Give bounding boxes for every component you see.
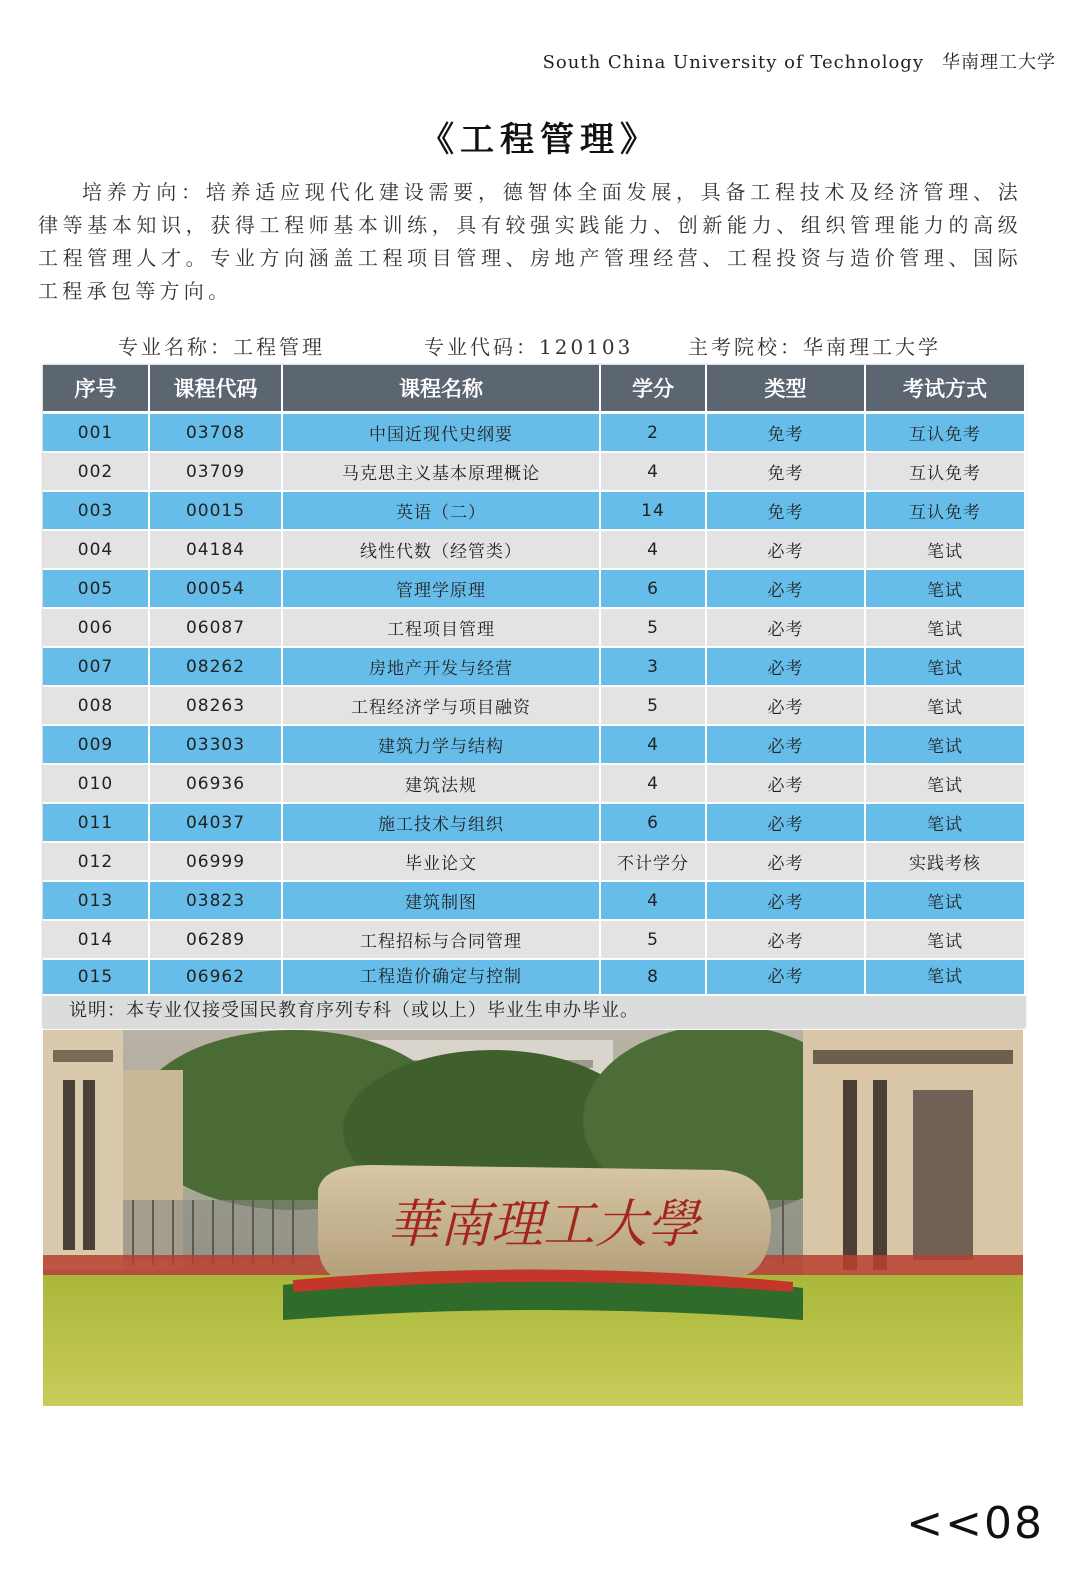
course-table: [43, 365, 1026, 996]
cell-code: 06962: [149, 959, 282, 995]
table-row: [43, 842, 1025, 881]
cell-credit: 4: [600, 530, 706, 569]
cell-name: 建筑法规: [282, 764, 600, 803]
cell-name: 工程项目管理: [282, 608, 600, 647]
cell-exam: 笔试: [865, 569, 1025, 608]
table-row: [43, 452, 1025, 491]
cell-seq: 004: [43, 530, 149, 569]
cell-name: 工程造价确定与控制: [282, 959, 600, 995]
table-row: [43, 725, 1025, 764]
cell-code: 06936: [149, 764, 282, 803]
cell-credit: 14: [600, 491, 706, 530]
col-header-exam: 考试方式: [865, 365, 1025, 413]
cell-credit: 6: [600, 803, 706, 842]
cell-credit: 8: [600, 959, 706, 995]
cell-credit: 4: [600, 881, 706, 920]
table-row: [43, 647, 1025, 686]
col-header-code: 课程代码: [149, 365, 282, 413]
page-title: 《工程管理》: [420, 120, 660, 160]
stone-inscription: 華南理工大學: [386, 1195, 700, 1255]
cell-seq: 007: [43, 647, 149, 686]
cell-exam: 笔试: [865, 803, 1025, 842]
table-row: [43, 764, 1025, 803]
cell-seq: 013: [43, 881, 149, 920]
table-row: [43, 686, 1025, 725]
cell-credit: 6: [600, 569, 706, 608]
cell-type: 必考: [706, 803, 865, 842]
table-row: [43, 413, 1025, 453]
cell-name: 毕业论文: [282, 842, 600, 881]
cell-seq: 009: [43, 725, 149, 764]
cell-code: 04184: [149, 530, 282, 569]
campus-gate-image: [43, 1030, 1023, 1406]
table-row: [43, 569, 1025, 608]
table-note: 说明：本专业仅接受国民教育序列专科（或以上）毕业生申办毕业。: [69, 1000, 639, 1021]
host-school-label: 主考院校：: [688, 335, 803, 359]
cell-type: 必考: [706, 647, 865, 686]
cell-name: 中国近现代史纲要: [282, 413, 600, 453]
cell-seq: 008: [43, 686, 149, 725]
cell-exam: 笔试: [865, 764, 1025, 803]
cell-type: 免考: [706, 413, 865, 453]
cell-code: 03709: [149, 452, 282, 491]
cell-seq: 001: [43, 413, 149, 453]
cell-exam: 笔试: [865, 647, 1025, 686]
cell-seq: 005: [43, 569, 149, 608]
cell-seq: 002: [43, 452, 149, 491]
cell-name: 施工技术与组织: [282, 803, 600, 842]
cell-code: 06087: [149, 608, 282, 647]
cell-seq: 003: [43, 491, 149, 530]
cell-name: 工程招标与合同管理: [282, 920, 600, 959]
cell-type: 必考: [706, 920, 865, 959]
cell-code: 03708: [149, 413, 282, 453]
cell-type: 必考: [706, 725, 865, 764]
col-header-name: 课程名称: [282, 365, 600, 413]
cell-type: 必考: [706, 530, 865, 569]
cell-name: 管理学原理: [282, 569, 600, 608]
cell-code: 03303: [149, 725, 282, 764]
cell-seq: 010: [43, 764, 149, 803]
cell-seq: 012: [43, 842, 149, 881]
header-english: South China University of Technology: [542, 52, 924, 73]
cell-type: 必考: [706, 881, 865, 920]
table-row: [43, 491, 1025, 530]
campus-gate-photo: [43, 1030, 1023, 1406]
col-header-type: 类型: [706, 365, 865, 413]
header-chinese: 华南理工大学: [942, 52, 1056, 73]
cell-name: 线性代数（经管类）: [282, 530, 600, 569]
major-code: [424, 331, 633, 360]
major-code-label: 专业代码：: [424, 335, 539, 359]
table-row: [43, 920, 1025, 959]
table-row: [43, 959, 1025, 995]
cell-type: 必考: [706, 569, 865, 608]
running-header: [543, 48, 1056, 74]
cell-exam: 互认免考: [865, 491, 1025, 530]
cell-code: 03823: [149, 881, 282, 920]
cell-name: 建筑制图: [282, 881, 600, 920]
cell-seq: 015: [43, 959, 149, 995]
col-header-seq: 序号: [43, 365, 149, 413]
cell-credit: 4: [600, 725, 706, 764]
cell-credit: 5: [600, 608, 706, 647]
host-school: [688, 331, 941, 360]
major-name-value: 工程管理: [233, 335, 325, 359]
cell-seq: 011: [43, 803, 149, 842]
cell-credit: 2: [600, 413, 706, 453]
cell-name: 建筑力学与结构: [282, 725, 600, 764]
cell-type: 必考: [706, 959, 865, 995]
cell-code: 00015: [149, 491, 282, 530]
cell-credit: 4: [600, 452, 706, 491]
cell-code: 08262: [149, 647, 282, 686]
cell-code: 06289: [149, 920, 282, 959]
cell-seq: 014: [43, 920, 149, 959]
cell-exam: 笔试: [865, 959, 1025, 995]
table-row: [43, 803, 1025, 842]
major-name-label: 专业名称：: [118, 335, 233, 359]
cell-credit: 5: [600, 920, 706, 959]
cell-code: 04037: [149, 803, 282, 842]
cell-exam: 互认免考: [865, 413, 1025, 453]
intro-paragraph: 培养方向：培养适应现代化建设需要，德智体全面发展，具备工程技术及经济管理、法律等基本知识，获得工程师基本训练，具有较强实践能力、创新能力、组织管理能力的高级工程管理人才。专业方向涵盖工程项目管理、房地产管理经营、工程投资与造价管理、国际工程承包等方向。: [38, 180, 1022, 303]
course-table-panel: [43, 365, 1025, 1028]
cell-code: 06999: [149, 842, 282, 881]
cell-seq: 006: [43, 608, 149, 647]
table-row: [43, 530, 1025, 569]
major-code-value: 120103: [539, 335, 634, 359]
cell-type: 必考: [706, 764, 865, 803]
cell-credit: 5: [600, 686, 706, 725]
table-row: [43, 608, 1025, 647]
page-number: <<08: [906, 1498, 1044, 1549]
cell-code: 08263: [149, 686, 282, 725]
cell-exam: 互认免考: [865, 452, 1025, 491]
cell-credit: 4: [600, 764, 706, 803]
col-header-credit: 学分: [600, 365, 706, 413]
cell-name: 马克思主义基本原理概论: [282, 452, 600, 491]
cell-exam: 笔试: [865, 725, 1025, 764]
host-school-value: 华南理工大学: [803, 335, 941, 359]
cell-type: 免考: [706, 491, 865, 530]
cell-code: 00054: [149, 569, 282, 608]
table-header-row: [43, 365, 1025, 413]
cell-type: 必考: [706, 842, 865, 881]
cell-name: 英语（二）: [282, 491, 600, 530]
major-name: [118, 331, 325, 360]
cell-credit: 不计学分: [600, 842, 706, 881]
cell-name: 房地产开发与经营: [282, 647, 600, 686]
cell-name: 工程经济学与项目融资: [282, 686, 600, 725]
cell-type: 必考: [706, 608, 865, 647]
cell-exam: 笔试: [865, 608, 1025, 647]
cell-exam: 笔试: [865, 686, 1025, 725]
table-row: [43, 881, 1025, 920]
cell-exam: 笔试: [865, 881, 1025, 920]
cell-exam: 笔试: [865, 530, 1025, 569]
cell-type: 免考: [706, 452, 865, 491]
cell-exam: 笔试: [865, 920, 1025, 959]
cell-credit: 3: [600, 647, 706, 686]
cell-exam: 实践考核: [865, 842, 1025, 881]
cell-type: 必考: [706, 686, 865, 725]
